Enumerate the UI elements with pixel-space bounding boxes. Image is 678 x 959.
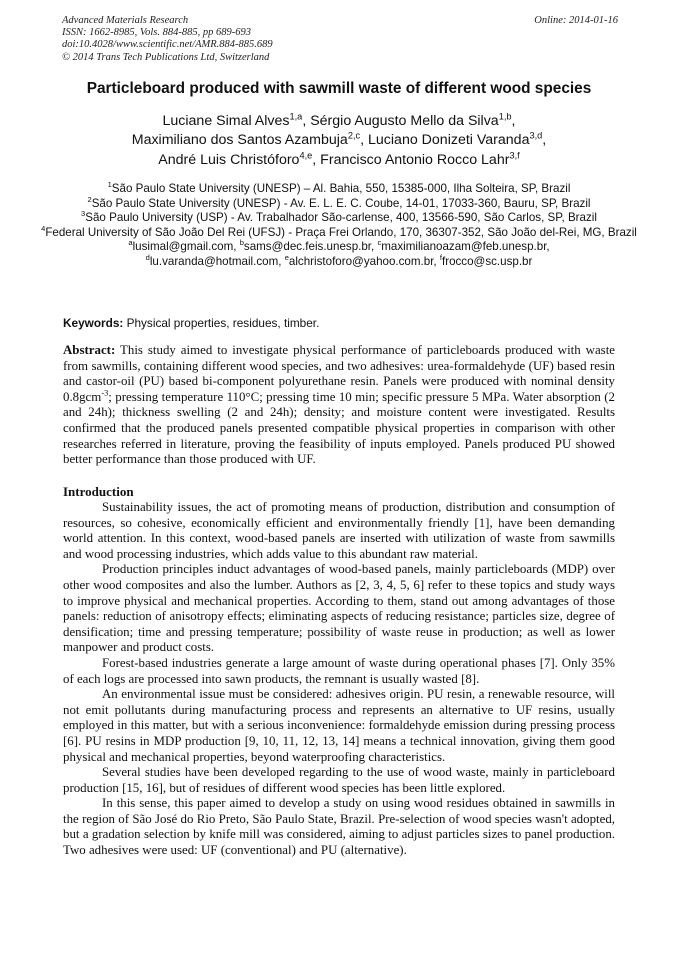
author-name: Francisco Antonio Rocco Lahr bbox=[320, 151, 510, 168]
affiliation bbox=[40, 211, 638, 226]
abstract-paragraph bbox=[63, 343, 615, 468]
author-list bbox=[40, 112, 638, 170]
intro-paragraph: Sustainability issues, the act of promoting means of production, distribution and consumption of resources, so cohesive, economically efficient and environmentally friendly [1], have been demanding world attention. In this context, wood-based panels are inserted with utilization of waste from sawmills and wood processing industries, which adds value to this abundant raw material. bbox=[63, 500, 615, 561]
email-line bbox=[40, 240, 638, 255]
email-link[interactable]: maximilianoazam@feb.unesp.br, bbox=[381, 240, 550, 254]
email-link[interactable]: alchristoforo@yahoo.com.br, bbox=[288, 254, 437, 268]
journal-copyright: © 2014 Trans Tech Publications Ltd, Switzerland bbox=[62, 51, 270, 63]
email-line bbox=[40, 255, 638, 270]
email-mark: f bbox=[439, 253, 442, 263]
affiliation bbox=[40, 194, 638, 212]
affiliation-text: São Paulo State University (UNESP) – Al. Bahia, 550, 15385-000, Ilha Solteira, SP, Brazil bbox=[111, 182, 571, 195]
affiliation-text: São Paulo University (USP) - Av. Trabalhador São-carlense, 400, 13566-590, São Carlos, SP, Brazil bbox=[85, 211, 597, 225]
author-affiliation-mark: 2,c bbox=[347, 130, 361, 141]
abstract-text-cont: ; pressing temperature 110°C; pressing time 10 min; specific pressure 5 MPa. Water absorption (2 and 24h); thickness swelling (2 and 24h); density; and moisture content were investigated. Results confirmed that the produced panels presented compatible physical properties in comparison with other researches referred in literature, proving the feasibility of inputs employed. Panels produced PU showed better performance than those produced with UF. bbox=[63, 389, 615, 467]
intro-paragraph: An environmental issue must be considered: adhesives origin. PU resin, a renewable resource, will not emit pollutants during manufacturing process and represents an alternative to UF resins, usually employed in this matter, but with a serious inconvenience: formaldehyde emission during pressing process [6]. PU resins in MDP production [9, 10, 11, 12, 13, 14] means a technical innovation, giving them good physical and mechanical properties, beyond waterproofing characteristics. bbox=[63, 687, 615, 764]
author-affiliation-mark: 1,b bbox=[498, 111, 512, 122]
intro-paragraph: Production principles induct advantages of wood-based panels, mainly particleboards (MDP) over other wood composites and also the lumber. Authors as [2, 3, 4, 5, 6] refer to these topics and study ways to improve physical and mechanical properties. According to them, stand out among advantages of those panels: reduction of anisotropy effects; eliminating aspects of reducing resistance; particles size, degree of densification; time and pressing temperature; possibility of waste reuse in production; as well as lower manpower and product costs. bbox=[63, 562, 615, 655]
affiliation bbox=[40, 182, 638, 197]
keywords-text: Physical properties, residues, timber. bbox=[126, 316, 320, 330]
journal-header bbox=[62, 15, 618, 64]
email-link[interactable]: sams@dec.feis.unesp.br, bbox=[243, 240, 375, 254]
paper-title: Particleboard produced with sawmill waste of different wood species bbox=[86, 80, 592, 97]
author-affiliation-mark: 1,a bbox=[289, 111, 303, 122]
intro-paragraph: Forest-based industries generate a large amount of waste during operational phases [7]. Only 35% of each logs are processed into sawn products, the remnant is usually wasted [8]. bbox=[63, 655, 615, 686]
author-separator: , bbox=[302, 113, 311, 129]
affiliation-number: 1 bbox=[107, 180, 112, 190]
journal-name: Advanced Materials Research bbox=[62, 15, 189, 26]
author-affiliation-mark: 4,e bbox=[299, 149, 313, 160]
abstract-text: This study aimed to investigate physical performance of particleboards produced with waste from sawmills, containing different wood species, and two adhesives: urea-formaldehyde (UF) based resin and castor-oil (PU) based bi-component polyurethane resin. Panels were produced with nominal density 0.8gcm bbox=[63, 343, 615, 404]
author-separator: , bbox=[312, 151, 321, 168]
affiliation-text: Federal University of São João Del Rei (UFSJ) - Praça Frei Orlando, 170, 36307-352, São João del-Rei, MG, Brazil bbox=[45, 225, 637, 239]
author-name: Luciane Simal Alves bbox=[162, 113, 290, 129]
author-name: Luciano Donizeti Varanda bbox=[368, 132, 530, 149]
abstract-label: Abstract: bbox=[63, 343, 116, 357]
author-name: André Luis Christóforo bbox=[158, 151, 300, 168]
introduction-section bbox=[63, 500, 615, 859]
abstract-section bbox=[63, 343, 615, 468]
email-mark: d bbox=[145, 253, 150, 263]
density-exponent: -3 bbox=[101, 388, 109, 398]
author-separator: , bbox=[360, 132, 369, 149]
email-link[interactable]: frocco@sc.usp.br bbox=[441, 254, 533, 268]
email-link[interactable]: lusimal@gmail.com, bbox=[132, 240, 237, 254]
affiliation-number: 2 bbox=[87, 194, 92, 204]
author-separator: , bbox=[511, 113, 516, 129]
author-name: Maximiliano dos Santos Azambuja bbox=[131, 132, 348, 149]
intro-paragraph: In this sense, this paper aimed to develop a study on using wood residues obtained in sawmills in the region of São José do Rio Preto, São Paulo State, Brazil. Pre-selection of wood species wasn't adopted, but a gradation selection by knife mill was considered, aiming to adjust particles sizes to panel production. Two adhesives were used: UF (conventional) and PU (alternative). bbox=[63, 796, 615, 858]
author-line bbox=[40, 131, 638, 150]
email-mark: e bbox=[284, 253, 289, 263]
affiliation-text: São Paulo State University (UNESP) - Av. E. L. E. C. Coube, 14-01, 17033-360, Bauru, SP, Brazil bbox=[91, 196, 591, 210]
author-line bbox=[40, 151, 638, 170]
keywords-label: Keywords: bbox=[63, 316, 124, 330]
introduction-heading: Introduction bbox=[63, 484, 134, 499]
keywords-line bbox=[63, 316, 619, 331]
journal-issn: ISSN: 1662-8985, Vols. 884-885, pp 689-693 bbox=[62, 27, 251, 39]
journal-doi: doi:10.4028/www.scientific.net/AMR.884-885.689 bbox=[62, 39, 273, 51]
author-affiliation-mark: 3,f bbox=[509, 149, 520, 160]
email-mark: a bbox=[128, 238, 133, 248]
author-separator: , bbox=[542, 132, 547, 149]
author-name: Sérgio Augusto Mello da Silva bbox=[310, 113, 499, 129]
intro-paragraph: Several studies have been developed regarding to the use of wood waste, mainly in particleboard production [15, 16], but of residues of different wood species has been little explored. bbox=[63, 765, 615, 795]
online-date: Online: 2014-01-16 bbox=[534, 15, 618, 26]
affiliation-number: 4 bbox=[41, 223, 46, 233]
email-link[interactable]: lu.varanda@hotmail.com, bbox=[149, 254, 282, 268]
author-affiliation-mark: 3,d bbox=[529, 130, 543, 141]
author-line bbox=[40, 112, 638, 131]
affiliation-list bbox=[40, 182, 638, 270]
affiliation-number: 3 bbox=[81, 209, 86, 219]
email-mark: b bbox=[239, 238, 244, 248]
email-mark: c bbox=[377, 238, 382, 248]
